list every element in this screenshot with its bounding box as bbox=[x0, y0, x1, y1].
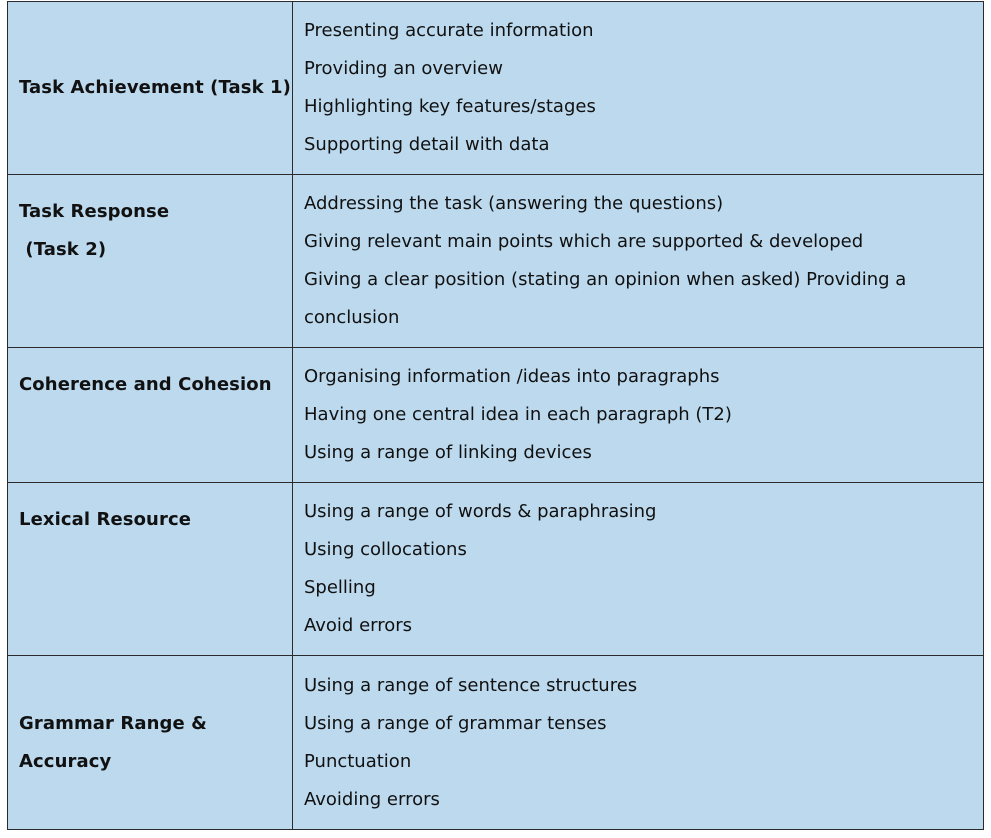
descriptor-cell bbox=[293, 348, 984, 483]
criterion-label: Task Response bbox=[19, 201, 170, 222]
descriptor-cell bbox=[293, 483, 984, 656]
descriptor-item: Addressing the task (answering the questions) bbox=[304, 193, 724, 214]
descriptor-item: Giving a clear position (stating an opinion when asked) Providing a bbox=[304, 269, 907, 290]
table-row bbox=[8, 656, 984, 830]
descriptor-cell bbox=[293, 175, 984, 348]
descriptor-item: Organising information /ideas into paragraphs bbox=[304, 366, 720, 387]
descriptor-item: Punctuation bbox=[304, 750, 412, 772]
descriptor-item: Presenting accurate information bbox=[304, 20, 594, 41]
criterion-cell bbox=[8, 2, 293, 175]
descriptor-item: Giving relevant main points which are supported & developed bbox=[304, 231, 864, 252]
descriptor-item: Providing an overview bbox=[304, 58, 503, 79]
descriptor-cell bbox=[293, 2, 984, 175]
table-row bbox=[8, 483, 984, 656]
descriptor-item: Supporting detail with data bbox=[304, 134, 550, 155]
descriptor-item: conclusion bbox=[304, 307, 400, 328]
criterion-cell bbox=[8, 656, 293, 830]
table-row bbox=[8, 348, 984, 483]
descriptor-item: Having one central idea in each paragraph (T2) bbox=[304, 404, 732, 425]
criterion-label: Task Achievement (Task 1) bbox=[19, 77, 291, 98]
descriptor-item: Avoid errors bbox=[304, 615, 413, 636]
table-row bbox=[8, 175, 984, 348]
criterion-cell bbox=[8, 175, 293, 348]
table-row bbox=[8, 2, 984, 175]
descriptor-item: Highlighting key features/stages bbox=[304, 96, 596, 117]
assessment-criteria-table bbox=[7, 1, 984, 830]
descriptor-cell bbox=[293, 656, 984, 830]
criterion-label: Lexical Resource bbox=[19, 509, 192, 530]
descriptor-item: Using collocations bbox=[304, 539, 467, 560]
criterion-label: Accuracy bbox=[19, 750, 112, 772]
criterion-cell bbox=[8, 483, 293, 656]
descriptor-item: Using a range of grammar tenses bbox=[304, 712, 607, 734]
descriptor-item: Using a range of sentence structures bbox=[304, 674, 638, 696]
descriptor-item: Using a range of linking devices bbox=[304, 442, 592, 463]
descriptor-item: Spelling bbox=[304, 577, 376, 598]
descriptor-item: Avoiding errors bbox=[304, 788, 440, 810]
descriptor-item: Using a range of words & paraphrasing bbox=[304, 501, 657, 522]
criterion-label: (Task 2) bbox=[19, 239, 107, 260]
criterion-cell bbox=[8, 348, 293, 483]
criterion-label: Coherence and Cohesion bbox=[19, 374, 272, 395]
criterion-label: Grammar Range & bbox=[19, 712, 207, 734]
